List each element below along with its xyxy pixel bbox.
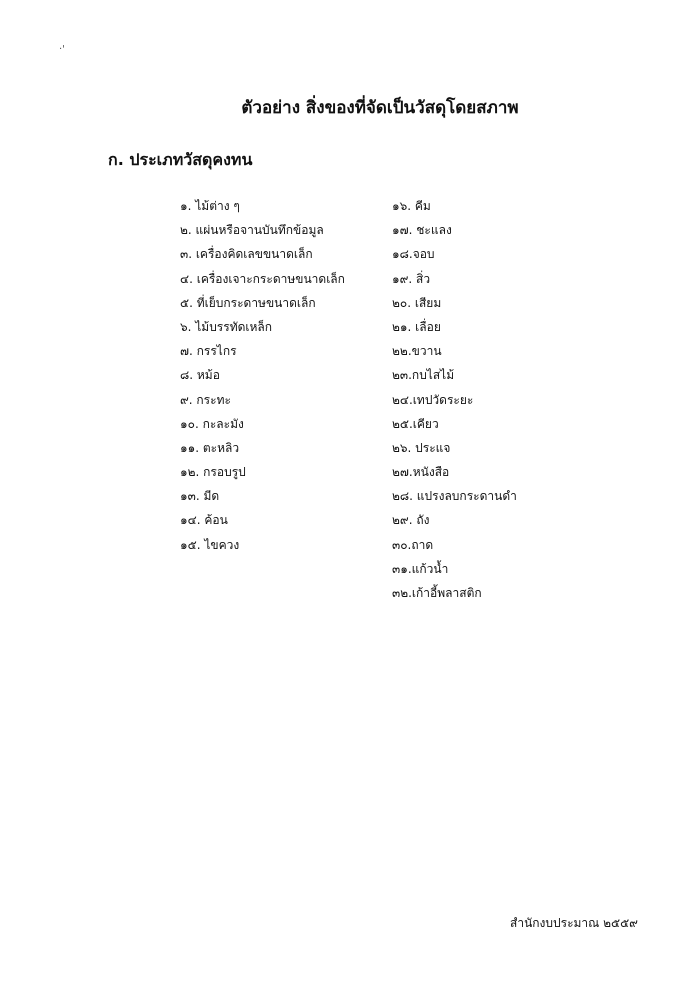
list-item: ๑. ไม้ต่าง ๆ xyxy=(180,199,240,213)
item-list-right xyxy=(392,194,517,605)
list-item: ๒๑. เลื่อย xyxy=(392,319,441,334)
list-item: ๓. เครื่องคิดเลขขนาดเล็ก xyxy=(180,247,313,262)
list-item: ๑๐. กะละมัง xyxy=(180,416,244,431)
page-title: ตัวอย่าง สิ่งของที่จัดเป็นวัสดุโดยสภาพ xyxy=(241,98,519,118)
list-item: ๑๑. ตะหลิว xyxy=(180,440,240,455)
list-item: ๑๘.จอบ xyxy=(392,247,435,262)
list-item: ๑๔. ค้อน xyxy=(180,513,228,528)
section-heading: ก. ประเภทวัสดุคงทน xyxy=(108,150,253,169)
list-item: ๙. กระทะ xyxy=(180,392,231,407)
list-item: ๒๓.กบไสไม้ xyxy=(392,368,455,383)
list-item: ๕. ที่เย็บกระดาษขนาดเล็ก xyxy=(180,295,316,310)
list-item: ๑๕. ไขควง xyxy=(180,537,240,552)
list-item: ๒๗.หนังสือ xyxy=(392,465,450,480)
list-item: ๔. เครื่องเจาะกระดาษขนาดเล็ก xyxy=(180,271,345,286)
list-item: ๑๖. คีม xyxy=(392,199,431,213)
list-item: ๒๔.เทปวัดระยะ xyxy=(392,392,474,407)
list-item: ๒๕.เคียว xyxy=(392,416,439,431)
list-item: ๖. ไม้บรรทัดเหล็ก xyxy=(180,319,273,334)
list-item: ๘. หม้อ xyxy=(180,368,220,383)
list-item: ๑๗. ชะแลง xyxy=(392,223,452,238)
list-item: ๓๒.เก้าอี้พลาสติก xyxy=(392,586,482,600)
item-list-left xyxy=(180,194,345,557)
scan-speck: ·' xyxy=(59,44,65,55)
footer-agency: สำนักงบประมาณ ๒๕๕๙ xyxy=(510,916,638,930)
list-item: ๒๖. ประแจ xyxy=(392,440,451,455)
list-item: ๒๒.ขวาน xyxy=(392,344,442,359)
list-item: ๒๙. ถัง xyxy=(392,513,430,528)
list-item: ๑๙. สิ่ว xyxy=(392,271,431,286)
list-item: ๒๘. แปรงลบกระดานดำ xyxy=(392,489,517,504)
list-item: ๑๒. กรอบรูป xyxy=(180,465,246,480)
list-item: ๓๐.ถาด xyxy=(392,537,434,552)
list-item: ๒. แผ่นหรือจานบันทึกข้อมูล xyxy=(180,223,324,238)
list-item: ๒๐. เสียม xyxy=(392,295,442,310)
list-item: ๑๓. มีด xyxy=(180,489,220,504)
list-item: ๓๑.แก้วน้ำ xyxy=(392,561,449,576)
list-item: ๗. กรรไกร xyxy=(180,344,237,359)
